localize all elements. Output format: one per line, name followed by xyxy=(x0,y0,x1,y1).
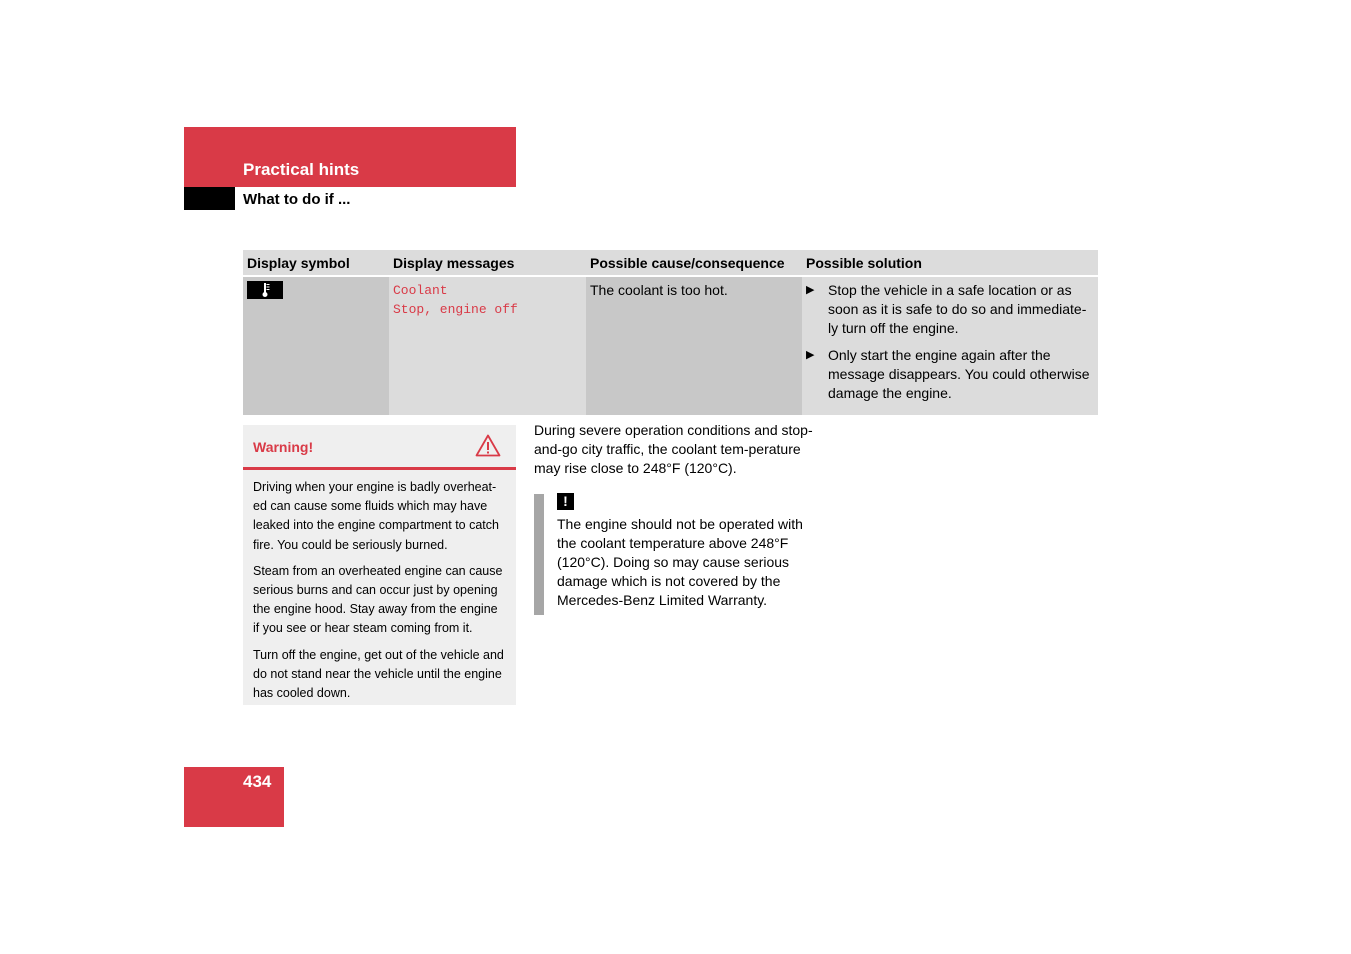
solution-text: Only start the engine again after the message disappears. You could otherwise damage the engine. xyxy=(828,347,1090,401)
warning-body xyxy=(243,470,516,703)
page-subtitle: What to do if ... xyxy=(243,191,351,208)
coolant-temperature-icon xyxy=(247,281,283,299)
section-title: Practical hints xyxy=(243,160,360,179)
cause-cell: The coolant is too hot. xyxy=(586,276,802,415)
warning-paragraph: Steam from an overheated engine can cause serious burns and can occur just by opening the engine hood. Stay away from the engine if you see or hear steam coming from it. xyxy=(253,563,503,636)
bullet-arrow-icon: ▶ xyxy=(806,284,815,296)
warning-paragraph: Driving when your engine is badly overheat-ed can cause some fluids which may have leaked into the engine compartment to catch fire. You could be seriously burned. xyxy=(253,480,499,552)
solution-text: Stop the vehicle in a safe location or as soon as it is safe to do so and immediate-ly turn off the engine. xyxy=(828,282,1087,336)
solution-item xyxy=(806,346,1094,403)
table-header-row xyxy=(243,250,1098,276)
header-possible-cause: Possible cause/consequence xyxy=(586,250,802,276)
notice-exclamation-icon: ! xyxy=(557,493,574,510)
warning-header xyxy=(243,425,516,470)
header-display-messages: Display messages xyxy=(389,250,586,276)
symbol-cell xyxy=(243,276,389,415)
notice-bar xyxy=(534,494,544,615)
header-possible-solution: Possible solution xyxy=(802,250,1098,276)
message-table xyxy=(243,250,1098,415)
body-paragraph: During severe operation conditions and stop-and-go city traffic, the coolant tem-perature may rise close to 248°F (120°C). xyxy=(534,422,813,476)
solution-item xyxy=(806,281,1094,338)
display-message-stop-engine: Stop, engine off xyxy=(393,302,518,317)
header-display-symbol: Display symbol xyxy=(243,250,389,276)
warning-box xyxy=(243,425,516,705)
messages-cell xyxy=(389,276,586,415)
warning-label: Warning! xyxy=(253,439,314,455)
table-row xyxy=(243,276,1098,415)
notice-text: The engine should not be operated with the coolant temperature above 248°F (120°C). Doing so may cause serious damage which is not covered by the Mercedes-Benz Limited Warranty. xyxy=(557,516,803,608)
warning-triangle-icon xyxy=(475,434,501,462)
display-message-coolant: Coolant xyxy=(393,283,448,298)
header-tab-marker xyxy=(184,187,235,210)
warning-paragraph: Turn off the engine, get out of the vehicle and do not stand near the vehicle until the engine has cooled down. xyxy=(253,647,504,701)
solution-cell xyxy=(802,276,1098,415)
page-number: 434 xyxy=(243,772,272,791)
bullet-arrow-icon: ▶ xyxy=(806,349,815,361)
